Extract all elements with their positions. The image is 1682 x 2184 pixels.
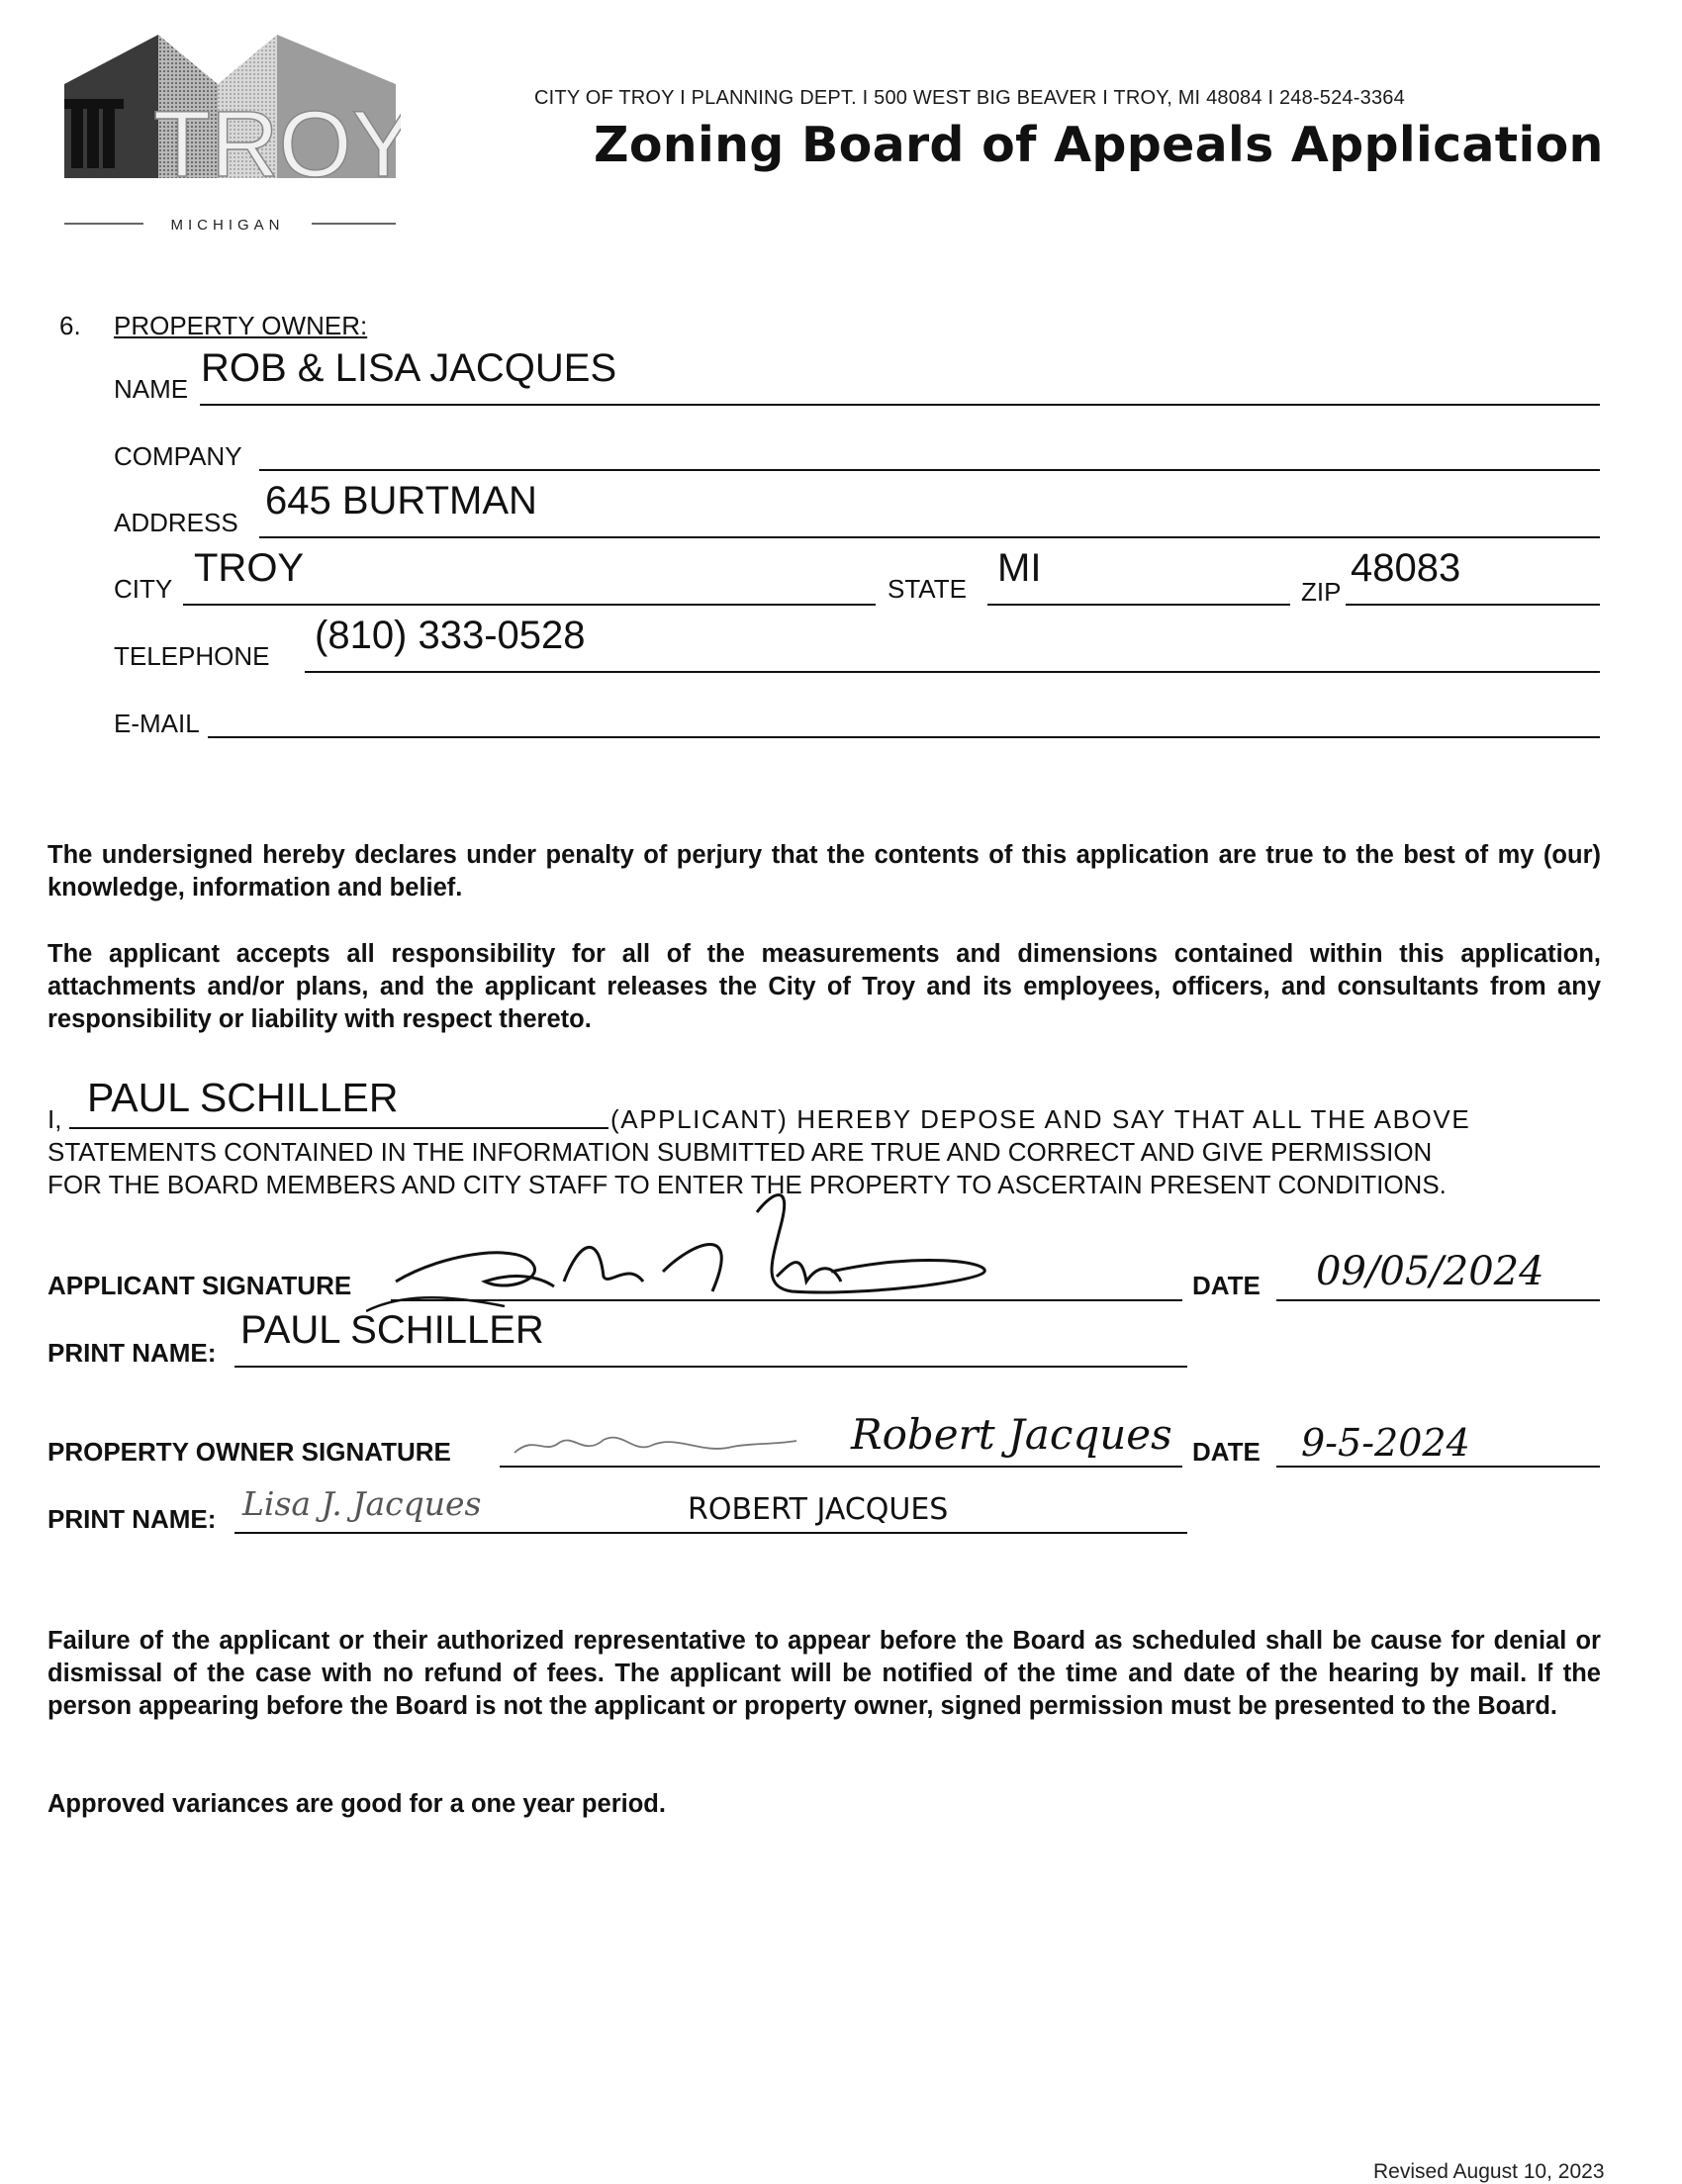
name-value[interactable]: ROB & LISA JACQUES — [201, 346, 617, 390]
approved-variances-notice: Approved variances are good for a one year period. — [47, 1790, 666, 1818]
logo-subtext: MICHIGAN — [170, 217, 285, 234]
depose-line-1: (APPLICANT) HEREBY DEPOSE AND SAY THAT ALL THE ABOVE — [610, 1104, 1471, 1134]
owner-signature-text[interactable]: Robert Jacques — [851, 1410, 1172, 1459]
owner-print-underline — [234, 1532, 1187, 1534]
state-value[interactable]: MI — [997, 546, 1042, 590]
logo-letters: TROY — [153, 92, 401, 197]
perjury-declaration: The undersigned hereby declares under penalty of perjury that the contents of this application are true to the best of my (our) knowledge, information and belief. — [47, 841, 1601, 902]
state-underline — [987, 604, 1290, 606]
city-of-troy-logo — [59, 30, 401, 237]
telephone-label: TELEPHONE — [114, 641, 270, 671]
zip-value[interactable]: 48083 — [1351, 546, 1461, 590]
failure-notice: Failure of the applicant or their authorized representative to appear before the Board as scheduled shall be cause for denial or dismissal of the case with no refund of fees. The applicant will be notified of the time and date of the hearing by mail. If the person appearing before the Board is not the applicant or property owner, signed permission must be presented to the Board. — [47, 1627, 1601, 1720]
email-label: E-MAIL — [114, 709, 200, 738]
applicant-signature-label: APPLICANT SIGNATURE — [47, 1271, 352, 1300]
owner-print-value-lisa[interactable]: Lisa J. Jacques — [242, 1484, 482, 1523]
state-label: STATE — [888, 574, 967, 604]
applicant-date-label: DATE — [1192, 1271, 1261, 1300]
section-number: 6. — [59, 311, 81, 340]
contact-line: CITY OF TROY I PLANNING DEPT. I 500 WEST BIG BEAVER I TROY, MI 48084 I 248-524-3364 — [534, 87, 1405, 109]
address-underline — [259, 536, 1600, 538]
troy-logo-graphic — [59, 30, 401, 237]
applicant-print-value[interactable]: PAUL SCHILLER — [240, 1308, 544, 1352]
owner-date-label: DATE — [1192, 1437, 1261, 1467]
responsibility-declaration: The applicant accepts all responsibility for all of the measurements and dimensions contained within this application, attachments and/or plans, and the applicant releases the City of Troy and its employees, officers, and consultants from any responsibility or liability with respect thereto. — [47, 940, 1601, 1033]
depose-applicant-name[interactable]: PAUL SCHILLER — [87, 1075, 399, 1120]
city-underline — [183, 604, 876, 606]
applicant-date-underline — [1276, 1299, 1600, 1301]
depose-line-3: FOR THE BOARD MEMBERS AND CITY STAFF TO ENTER THE PROPERTY TO ASCERTAIN PRESENT CONDITIONS. — [47, 1170, 1447, 1199]
company-label: COMPANY — [114, 441, 242, 471]
zip-underline — [1346, 604, 1600, 606]
lisa-signature-drawing[interactable] — [505, 1425, 801, 1465]
city-value[interactable]: TROY — [194, 546, 305, 590]
email-underline — [208, 736, 1600, 738]
name-underline — [200, 404, 1600, 406]
owner-signature-label: PROPERTY OWNER SIGNATURE — [47, 1437, 451, 1467]
depose-line-2: STATEMENTS CONTAINED IN THE INFORMATION SUBMITTED ARE TRUE AND CORRECT AND GIVE PERMISSION — [47, 1137, 1433, 1167]
depose-name-underline — [69, 1127, 608, 1129]
owner-date-value[interactable]: 9-5-2024 — [1301, 1421, 1470, 1465]
zip-label: ZIP — [1301, 577, 1342, 607]
owner-print-label: PRINT NAME: — [47, 1504, 217, 1534]
telephone-underline — [305, 671, 1600, 673]
owner-print-value-robert[interactable]: ROBERT JACQUES — [688, 1492, 949, 1527]
form-title: Zoning Board of Appeals Application — [594, 117, 1604, 173]
owner-signature-underline — [500, 1466, 1182, 1468]
applicant-print-label: PRINT NAME: — [47, 1338, 217, 1368]
address-label: ADDRESS — [114, 508, 238, 537]
address-value[interactable]: 645 BURTMAN — [265, 479, 537, 522]
applicant-date-value[interactable]: 09/05/2024 — [1316, 1249, 1544, 1294]
telephone-value[interactable]: (810) 333-0528 — [315, 614, 586, 657]
revised-date: Revised August 10, 2023 — [1373, 2160, 1605, 2183]
depose-prefix: I, — [47, 1104, 62, 1134]
name-label: NAME — [114, 374, 189, 404]
owner-date-underline — [1276, 1466, 1600, 1468]
company-underline — [259, 469, 1600, 471]
applicant-print-underline — [234, 1366, 1187, 1368]
section-title: PROPERTY OWNER: — [114, 311, 368, 340]
city-label: CITY — [114, 574, 173, 604]
